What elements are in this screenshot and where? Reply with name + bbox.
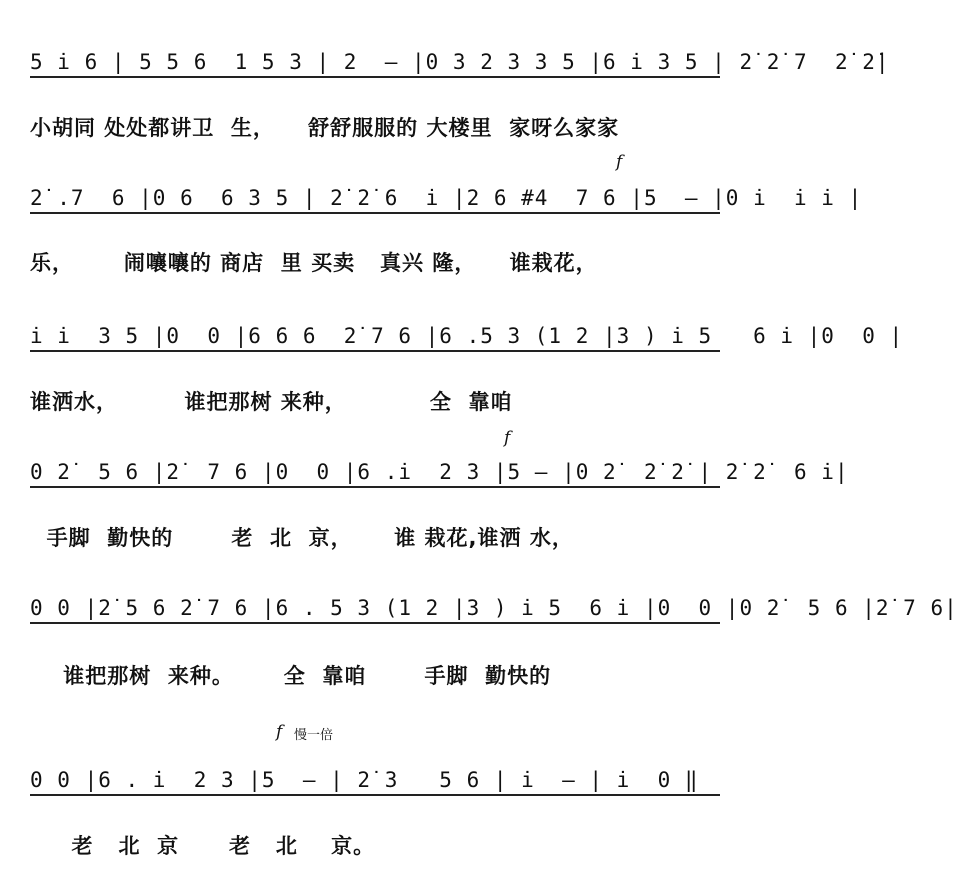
beam-line	[30, 350, 720, 352]
notation-row-4: 0 2̇ 5 6 |2̇ 7 6 |0 0 |6 .i̇ 2 3 |5 — |0 2̇ 2̇ 2̇ | 2̇ 2̇ 6 i̇|	[30, 460, 849, 484]
beam-line	[30, 622, 720, 624]
notation-row-3: i̇ i̇ 3 5 |0 0 |6 6 6 2̇ 7 6 |6 .5 3 (1 2 |3 ) i̇ 5 6 i̇ |0 0 |	[30, 324, 904, 348]
forte-mark: f	[504, 428, 511, 448]
lyrics-row-5: 谁把那树 来种。 全 靠咱 手脚 勤快的	[30, 664, 552, 688]
lyrics-row-1: 小胡同 处处都讲卫 生， 舒舒服服的 大楼里 家呀么家家	[30, 116, 620, 140]
notation-row-2: 2̇ .7 6 |0 6 6 3 5 | 2̇ 2̇ 6 i̇ |2 6 #4 7 6 |5 — |0 i̇ i̇ i̇ |	[30, 186, 863, 210]
beam-line	[30, 76, 720, 78]
forte-mark: f	[276, 722, 283, 742]
notation-row-6: 0 0 |6 . i̇ 2 3 |5 — | 2̇ 3 5 6 | i̇ — | i̇ 0 ‖	[30, 768, 699, 792]
tempo-text: 慢一倍	[294, 728, 334, 743]
beam-line	[30, 486, 720, 488]
notation-row-5: 0 0 |2̇ 5 6 2̇ 7 6 |6 . 5 3 (1 2 |3 ) i̇ 5 6 i̇ |0 0 |0 2̇ 5 6 |2̇ 7 6|	[30, 596, 958, 620]
lyrics-row-2: 乐， 闹嚷嚷的 商店 里 买卖 真兴 隆， 谁栽花，	[30, 251, 598, 275]
forte-mark: f	[616, 152, 623, 172]
lyrics-row-3: 谁洒水， 谁把那树 来种， 全 靠咱	[30, 390, 513, 414]
beam-line	[30, 794, 720, 796]
lyrics-row-4: 手脚 勤快的 老 北 京， 谁 栽花,谁洒 水，	[30, 526, 574, 550]
beam-line	[30, 212, 720, 214]
notation-row-1: 5 i̇ 6 | 5 5 6 1 5 3 | 2 — |0 3 2 3 3 5 |6 i̇ 3 5 | 2̇ 2̇ 7 2̇ 2̇|	[30, 50, 890, 74]
lyrics-row-6: 老 北 京 老 北 京。	[30, 834, 376, 858]
